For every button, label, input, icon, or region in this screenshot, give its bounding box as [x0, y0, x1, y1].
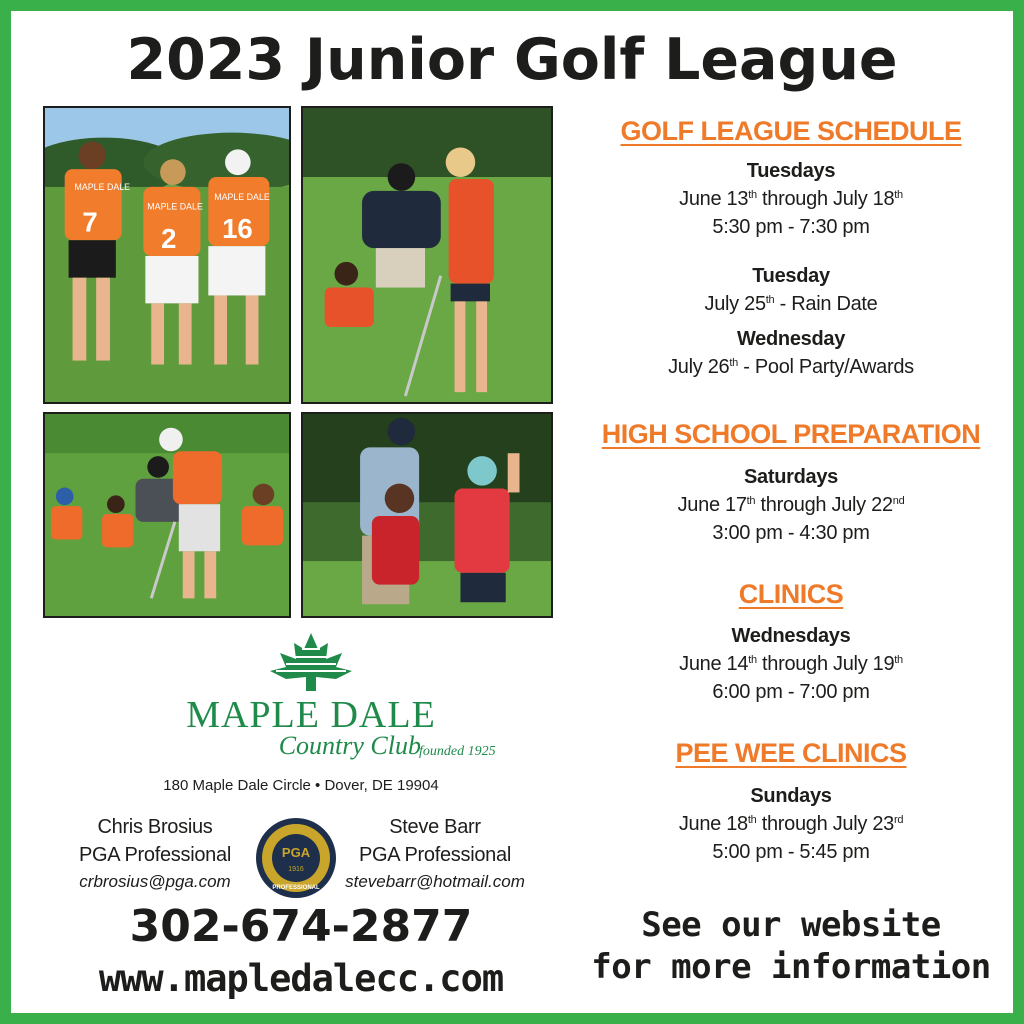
jersey-text-2: MAPLE DALE	[147, 201, 203, 212]
pro-contact-2	[335, 813, 535, 895]
pro-email[interactable]: crbrosius@pga.com	[79, 872, 231, 891]
pro-contact-1	[55, 813, 255, 895]
jersey-number-1: 7	[82, 206, 98, 238]
putting-lesson-photo	[301, 106, 553, 404]
pga-badge-center: PGA	[281, 845, 311, 860]
more-info-line-1: See our website	[641, 905, 941, 945]
league-time: 5:30 pm - 7:30 pm	[712, 216, 870, 238]
clinics-day: Wednesdays	[731, 625, 851, 647]
league-day: Tuesdays	[746, 160, 836, 182]
club-address: 180 Maple Dale Circle • Dover, DE 19904	[163, 777, 439, 794]
clinics-dates: June 14th through July 19th	[679, 653, 903, 675]
pro-email[interactable]: stevebarr@hotmail.com	[345, 872, 525, 891]
phone-number[interactable]: 302-674-2877	[129, 901, 473, 952]
high-school-time: 3:00 pm - 4:30 pm	[712, 522, 870, 544]
page-title: 2023 Junior Golf League	[126, 27, 898, 93]
pga-badge-icon	[255, 817, 337, 899]
pro-name: Chris Brosius	[97, 816, 213, 838]
pga-badge-year: 1916	[288, 866, 304, 873]
jersey-number-2: 2	[161, 223, 177, 255]
rain-date: July 25th - Rain Date	[704, 293, 878, 315]
clinics-heading: CLINICS	[738, 579, 844, 609]
maple-leaf-icon	[266, 631, 356, 701]
more-info-line-2: for more information	[591, 947, 991, 987]
jersey-text-3: MAPLE DALE	[214, 191, 270, 202]
pga-badge-bottom: PROFESSIONAL	[272, 885, 320, 891]
team-jerseys-photo	[43, 106, 291, 404]
jersey-text-1: MAPLE DALE	[74, 181, 131, 192]
pee-wee-time: 5:00 pm - 5:45 pm	[712, 841, 870, 863]
golf-league-heading: GOLF LEAGUE SCHEDULE	[620, 116, 962, 146]
high-five-photo	[301, 412, 553, 618]
clinics-time: 6:00 pm - 7:00 pm	[712, 681, 870, 703]
pro-title: PGA Professional	[79, 844, 231, 866]
club-subtitle: Country Club	[278, 731, 421, 760]
club-founded: founded 1925	[419, 744, 496, 759]
high-school-dates: June 17th through July 22nd	[677, 494, 905, 516]
group-putting-photo	[43, 412, 291, 618]
pro-name: Steve Barr	[389, 816, 481, 838]
club-name: MAPLE DALE	[186, 694, 436, 736]
website-link[interactable]: www.mapledalecc.com	[98, 957, 504, 1000]
league-dates: June 13th through July 18th	[679, 188, 903, 210]
flyer	[11, 11, 1013, 1013]
high-school-heading: HIGH SCHOOL PREPARATION	[601, 419, 981, 449]
pee-wee-day: Sundays	[750, 785, 832, 807]
jersey-number-3: 16	[222, 213, 253, 245]
club-logo	[161, 631, 496, 771]
party-date: July 26th - Pool Party/Awards	[668, 356, 914, 378]
rain-day: Tuesday	[752, 265, 830, 287]
pee-wee-heading: PEE WEE CLINICS	[675, 738, 907, 768]
party-day: Wednesday	[736, 328, 846, 350]
pro-title: PGA Professional	[359, 844, 511, 866]
pee-wee-dates: June 18th through July 23rd	[678, 813, 904, 835]
high-school-day: Saturdays	[743, 466, 838, 488]
